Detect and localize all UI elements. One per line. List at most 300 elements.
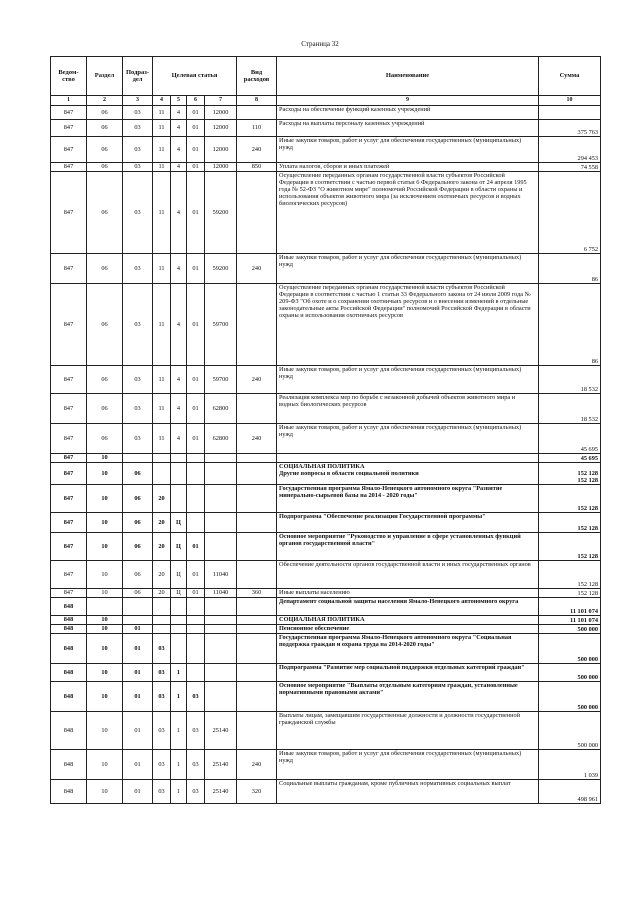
- cell-podrazdel: 06: [123, 561, 153, 589]
- cell-sum: 45 695: [539, 424, 601, 454]
- cell-t2: 1: [171, 682, 187, 712]
- cell-t4: 12000: [205, 120, 237, 137]
- cell-name: Государственная программа Ямало-Ненецкого автономного округа "Социальная поддержка граждан и охрана труда на 2014-2020 годы": [277, 634, 539, 664]
- cell-sum: 500 000: [539, 664, 601, 682]
- col-number: 9: [277, 96, 539, 106]
- cell-t2: Ц: [171, 589, 187, 598]
- cell-t4: [205, 664, 237, 682]
- cell-t4: 12000: [205, 106, 237, 120]
- cell-t1: 11: [153, 366, 171, 394]
- cell-razdel: 10: [87, 485, 123, 513]
- cell-t2: Ц: [171, 513, 187, 533]
- cell-vid: [237, 682, 277, 712]
- cell-t1: 11: [153, 137, 171, 163]
- cell-podrazdel: 01: [123, 634, 153, 664]
- table-row: [51, 780, 601, 804]
- cell-ved: 848: [51, 625, 87, 634]
- cell-t3: [187, 513, 205, 533]
- cell-t1: 20: [153, 485, 171, 513]
- cell-ved: 847: [51, 137, 87, 163]
- cell-t4: 12000: [205, 163, 237, 172]
- cell-podrazdel: 06: [123, 513, 153, 533]
- cell-t1: 03: [153, 664, 171, 682]
- cell-razdel: 10: [87, 634, 123, 664]
- table-row: [51, 454, 601, 463]
- cell-t4: 25140: [205, 712, 237, 750]
- cell-t2: 1: [171, 712, 187, 750]
- cell-podrazdel: 03: [123, 163, 153, 172]
- table-row: [51, 712, 601, 750]
- cell-ved: 847: [51, 163, 87, 172]
- table-row: [51, 394, 601, 424]
- cell-t4: 59700: [205, 366, 237, 394]
- cell-name: Осуществление переданных органам государственной власти субъектов Российской Федерации в соответствии с частью 1 статьи 33 Федерального закона от 24 июля 2009 года № 209-ФЗ "Об охоте и о сохранении охотничьих ресурсов и о внесении изменений в отдельные законодательные акты Российской Федерации" полномочий Российской Федерации в области охраны и использования охотничьих ресурсов: [277, 284, 539, 366]
- cell-podrazdel: [123, 454, 153, 463]
- cell-vid: [237, 463, 277, 485]
- cell-razdel: 10: [87, 561, 123, 589]
- cell-razdel: 06: [87, 137, 123, 163]
- cell-podrazdel: [123, 598, 153, 616]
- cell-t4: [205, 454, 237, 463]
- cell-t2: 4: [171, 172, 187, 254]
- cell-name: Государственная программа Ямало-Ненецкого автономного округа "Развитие минерально-сырьевой базы на 2014 - 2020 годы": [277, 485, 539, 513]
- table-row: [51, 513, 601, 533]
- cell-podrazdel: 03: [123, 394, 153, 424]
- cell-vid: [237, 712, 277, 750]
- cell-vid: 110: [237, 120, 277, 137]
- cell-vid: [237, 172, 277, 254]
- cell-t1: 03: [153, 682, 171, 712]
- cell-vid: 850: [237, 163, 277, 172]
- table-row: [51, 682, 601, 712]
- table-row: [51, 625, 601, 634]
- cell-vid: [237, 664, 277, 682]
- cell-ved: 847: [51, 106, 87, 120]
- cell-sum: 152 128: [539, 561, 601, 589]
- cell-name: Подпрограмма "Развитие мер социальной поддержки отдельных категорий граждан": [277, 664, 539, 682]
- cell-razdel: 06: [87, 254, 123, 284]
- cell-name: Расходы на выплаты персоналу казенных учреждений: [277, 120, 539, 137]
- table-body: [51, 106, 601, 804]
- cell-ved: 848: [51, 682, 87, 712]
- cell-t4: 59200: [205, 172, 237, 254]
- cell-t2: 4: [171, 254, 187, 284]
- cell-t2: 1: [171, 750, 187, 780]
- cell-t1: 20: [153, 589, 171, 598]
- cell-name: Иные закупки товаров, работ и услуг для обеспечения государственных (муниципальных) нужд: [277, 137, 539, 163]
- cell-razdel: 10: [87, 664, 123, 682]
- cell-t4: 11040: [205, 561, 237, 589]
- cell-t1: 03: [153, 712, 171, 750]
- col-number: 5: [171, 96, 187, 106]
- cell-sum: [539, 106, 601, 120]
- cell-razdel: 06: [87, 366, 123, 394]
- cell-t1: 20: [153, 561, 171, 589]
- cell-t4: 25140: [205, 750, 237, 780]
- cell-vid: [237, 106, 277, 120]
- header-name: Наименование: [277, 57, 539, 96]
- cell-name: [277, 454, 539, 463]
- cell-name: Иные закупки товаров, работ и услуг для обеспечения государственных (муниципальных) нужд: [277, 254, 539, 284]
- table-row: [51, 463, 601, 485]
- cell-t2: [171, 634, 187, 664]
- cell-razdel: 10: [87, 454, 123, 463]
- cell-t3: [187, 664, 205, 682]
- cell-sum: 86: [539, 284, 601, 366]
- col-number: 8: [237, 96, 277, 106]
- cell-podrazdel: [123, 616, 153, 625]
- cell-vid: [237, 561, 277, 589]
- cell-vid: [237, 513, 277, 533]
- cell-sum: 45 695: [539, 454, 601, 463]
- col-number: 10: [539, 96, 601, 106]
- cell-podrazdel: 01: [123, 780, 153, 804]
- cell-sum: 74 558: [539, 163, 601, 172]
- cell-t2: 4: [171, 120, 187, 137]
- cell-ved: 848: [51, 780, 87, 804]
- col-number: 2: [87, 96, 123, 106]
- col-number: 4: [153, 96, 171, 106]
- cell-ved: 848: [51, 712, 87, 750]
- cell-razdel: 06: [87, 424, 123, 454]
- table-row: [51, 163, 601, 172]
- cell-t3: 01: [187, 172, 205, 254]
- cell-razdel: 10: [87, 750, 123, 780]
- table-row: [51, 598, 601, 616]
- cell-t3: 03: [187, 780, 205, 804]
- cell-t3: 03: [187, 712, 205, 750]
- cell-name: Подпрограмма "Обеспечение реализации Государственной программы": [277, 513, 539, 533]
- cell-podrazdel: 03: [123, 284, 153, 366]
- cell-vid: [237, 533, 277, 561]
- cell-t3: [187, 625, 205, 634]
- cell-sum: 152 128 152 128: [539, 463, 601, 485]
- cell-name: СОЦИАЛЬНАЯ ПОЛИТИКА Другие вопросы в области социальной политики: [277, 463, 539, 485]
- cell-t3: 01: [187, 106, 205, 120]
- cell-razdel: [87, 598, 123, 616]
- cell-t3: [187, 485, 205, 513]
- table-row: [51, 137, 601, 163]
- cell-t4: [205, 616, 237, 625]
- cell-sum: 6 752: [539, 172, 601, 254]
- cell-sum: 18 532: [539, 394, 601, 424]
- cell-podrazdel: 01: [123, 664, 153, 682]
- cell-t4: 59200: [205, 254, 237, 284]
- cell-name: Уплата налогов, сборов и иных платежей: [277, 163, 539, 172]
- table-row: [51, 561, 601, 589]
- cell-sum: 375 763: [539, 120, 601, 137]
- cell-razdel: 06: [87, 120, 123, 137]
- col-number: 3: [123, 96, 153, 106]
- cell-t4: 12000: [205, 137, 237, 163]
- table-row: [51, 424, 601, 454]
- header-sum: Сумма: [539, 57, 601, 96]
- table-row: [51, 254, 601, 284]
- table-row: [51, 120, 601, 137]
- cell-name: Пенсионное обеспечение: [277, 625, 539, 634]
- cell-vid: 240: [237, 366, 277, 394]
- cell-ved: 847: [51, 424, 87, 454]
- cell-podrazdel: 03: [123, 424, 153, 454]
- cell-name: СОЦИАЛЬНАЯ ПОЛИТИКА: [277, 616, 539, 625]
- cell-podrazdel: 03: [123, 137, 153, 163]
- budget-table: [50, 56, 601, 804]
- cell-ved: 848: [51, 616, 87, 625]
- cell-t3: [187, 454, 205, 463]
- cell-t3: [187, 634, 205, 664]
- table-row: [51, 106, 601, 120]
- cell-t3: 01: [187, 254, 205, 284]
- cell-t2: [171, 454, 187, 463]
- cell-t2: 4: [171, 424, 187, 454]
- cell-t1: 11: [153, 394, 171, 424]
- cell-t1: 11: [153, 254, 171, 284]
- table-row: [51, 750, 601, 780]
- header-vid: Вид расходов: [237, 57, 277, 96]
- cell-t3: 01: [187, 163, 205, 172]
- cell-sum: 11 101 074: [539, 616, 601, 625]
- cell-ved: 847: [51, 394, 87, 424]
- cell-sum: 11 101 074: [539, 598, 601, 616]
- cell-vid: [237, 454, 277, 463]
- cell-t3: 01: [187, 137, 205, 163]
- cell-sum: 152 128: [539, 533, 601, 561]
- cell-t1: 11: [153, 284, 171, 366]
- cell-t4: 11040: [205, 589, 237, 598]
- cell-ved: 848: [51, 750, 87, 780]
- cell-t3: 01: [187, 120, 205, 137]
- cell-sum: 1 039: [539, 750, 601, 780]
- cell-name: Основное мероприятие "Руководство и управление в сфере установленных функций органов государственной власти": [277, 533, 539, 561]
- cell-t3: 03: [187, 682, 205, 712]
- cell-podrazdel: 06: [123, 463, 153, 485]
- cell-t2: 1: [171, 780, 187, 804]
- cell-t4: [205, 598, 237, 616]
- col-number: 1: [51, 96, 87, 106]
- cell-sum: 500 000: [539, 634, 601, 664]
- cell-t4: 25140: [205, 780, 237, 804]
- cell-razdel: 10: [87, 682, 123, 712]
- cell-t3: 01: [187, 561, 205, 589]
- cell-razdel: 06: [87, 106, 123, 120]
- col-number: 6: [187, 96, 205, 106]
- cell-vid: [237, 485, 277, 513]
- cell-t1: 11: [153, 106, 171, 120]
- cell-podrazdel: 06: [123, 589, 153, 598]
- cell-ved: 848: [51, 634, 87, 664]
- cell-razdel: 06: [87, 284, 123, 366]
- cell-podrazdel: 06: [123, 533, 153, 561]
- cell-vid: [237, 616, 277, 625]
- cell-razdel: 10: [87, 616, 123, 625]
- cell-t3: 01: [187, 424, 205, 454]
- cell-razdel: 10: [87, 780, 123, 804]
- cell-podrazdel: 03: [123, 120, 153, 137]
- cell-razdel: 10: [87, 463, 123, 485]
- table-row: [51, 533, 601, 561]
- cell-ved: 847: [51, 533, 87, 561]
- cell-t3: 03: [187, 750, 205, 780]
- cell-ved: 847: [51, 485, 87, 513]
- cell-razdel: 10: [87, 589, 123, 598]
- cell-razdel: 10: [87, 712, 123, 750]
- table-row: [51, 366, 601, 394]
- table-row: [51, 634, 601, 664]
- cell-razdel: 10: [87, 625, 123, 634]
- cell-vid: 240: [237, 254, 277, 284]
- cell-t2: [171, 616, 187, 625]
- cell-podrazdel: 03: [123, 172, 153, 254]
- table-row: [51, 172, 601, 254]
- cell-vid: [237, 284, 277, 366]
- cell-podrazdel: 01: [123, 750, 153, 780]
- cell-sum: 152 128: [539, 485, 601, 513]
- cell-ved: 847: [51, 513, 87, 533]
- cell-sum: 152 128: [539, 589, 601, 598]
- cell-sum: 500 000: [539, 712, 601, 750]
- cell-t3: [187, 463, 205, 485]
- cell-podrazdel: 03: [123, 366, 153, 394]
- cell-ved: 847: [51, 463, 87, 485]
- cell-name: Иные выплаты населению: [277, 589, 539, 598]
- cell-t2: 4: [171, 106, 187, 120]
- cell-sum: 498 961: [539, 780, 601, 804]
- cell-sum: 500 000: [539, 625, 601, 634]
- cell-t1: [153, 625, 171, 634]
- cell-razdel: 06: [87, 394, 123, 424]
- cell-sum: 294 453: [539, 137, 601, 163]
- cell-t1: 20: [153, 513, 171, 533]
- cell-t1: 03: [153, 780, 171, 804]
- cell-ved: 848: [51, 664, 87, 682]
- cell-name: Социальные выплаты гражданам, кроме публичных нормативных социальных выплат: [277, 780, 539, 804]
- cell-sum: 500 000: [539, 682, 601, 712]
- cell-t4: 62800: [205, 424, 237, 454]
- header-ved: Ведом-ство: [51, 57, 87, 96]
- cell-vid: 240: [237, 137, 277, 163]
- table-row: [51, 589, 601, 598]
- cell-ved: 848: [51, 598, 87, 616]
- header-target: Целевая статья: [153, 57, 237, 96]
- cell-t1: [153, 454, 171, 463]
- cell-name: Основное мероприятие "Выплаты отдельным категориям граждан, установленные нормативными правовыми актами": [277, 682, 539, 712]
- cell-ved: 847: [51, 120, 87, 137]
- cell-t3: [187, 616, 205, 625]
- cell-name: Иные закупки товаров, работ и услуг для обеспечения государственных (муниципальных) нужд: [277, 424, 539, 454]
- cell-t4: [205, 634, 237, 664]
- cell-podrazdel: 01: [123, 712, 153, 750]
- cell-ved: 847: [51, 254, 87, 284]
- cell-t1: [153, 616, 171, 625]
- cell-vid: 360: [237, 589, 277, 598]
- cell-name: Обеспечение деятельности органов государственной власти и иных государственных органов: [277, 561, 539, 589]
- cell-t1: 11: [153, 163, 171, 172]
- cell-name: Департамент социальной защиты населения Ямало-Ненецкого автономного округа: [277, 598, 539, 616]
- cell-name: Иные закупки товаров, работ и услуг для обеспечения государственных (муниципальных) нужд: [277, 366, 539, 394]
- cell-vid: 320: [237, 780, 277, 804]
- cell-ved: 847: [51, 589, 87, 598]
- table-row: [51, 284, 601, 366]
- cell-razdel: 06: [87, 163, 123, 172]
- cell-t1: 03: [153, 634, 171, 664]
- cell-vid: 240: [237, 750, 277, 780]
- cell-vid: [237, 625, 277, 634]
- cell-ved: 847: [51, 172, 87, 254]
- cell-ved: 847: [51, 284, 87, 366]
- cell-name: Реализация комплекса мер по борьбе с незаконной добычей объектов животного мира и водных биологических ресурсов: [277, 394, 539, 424]
- cell-name: Осуществление переданных органам государственной власти субъектов Российской Федерации в соответствии с частью первой статьи 6 Федерального закона от 24 апреля 1995 года № 52-ФЗ "О животном мире" полномочий Российской Федерации в области охраны и использования объектов животного мира (за исключением охотничьих ресурсов и водных биологических ресурсов): [277, 172, 539, 254]
- cell-t2: 4: [171, 163, 187, 172]
- page-label: Страница 32: [301, 40, 339, 48]
- cell-ved: 847: [51, 366, 87, 394]
- cell-podrazdel: 01: [123, 682, 153, 712]
- cell-t3: 01: [187, 284, 205, 366]
- cell-t3: 01: [187, 533, 205, 561]
- cell-ved: 847: [51, 454, 87, 463]
- cell-t3: [187, 598, 205, 616]
- cell-t3: 01: [187, 589, 205, 598]
- cell-sum: 86: [539, 254, 601, 284]
- cell-t4: [205, 533, 237, 561]
- header-podrazdel: Подраз-дел: [123, 57, 153, 96]
- cell-t2: [171, 625, 187, 634]
- cell-t2: [171, 485, 187, 513]
- cell-t2: 4: [171, 284, 187, 366]
- cell-t1: [153, 463, 171, 485]
- cell-t4: [205, 513, 237, 533]
- cell-podrazdel: 03: [123, 254, 153, 284]
- cell-ved: 847: [51, 561, 87, 589]
- cell-t2: Ц: [171, 533, 187, 561]
- cell-name: Выплаты лицам, замещавшим государственные должности и должности государственной гражданской службы: [277, 712, 539, 750]
- table-row: [51, 664, 601, 682]
- cell-t2: 4: [171, 366, 187, 394]
- cell-t4: [205, 682, 237, 712]
- cell-t4: [205, 463, 237, 485]
- cell-vid: [237, 634, 277, 664]
- cell-t4: [205, 625, 237, 634]
- cell-name: Иные закупки товаров, работ и услуг для обеспечения государственных (муниципальных) нужд: [277, 750, 539, 780]
- cell-t1: 11: [153, 424, 171, 454]
- cell-t1: 20: [153, 533, 171, 561]
- cell-t2: 4: [171, 394, 187, 424]
- cell-t4: 59700: [205, 284, 237, 366]
- cell-razdel: 10: [87, 513, 123, 533]
- cell-t2: 1: [171, 664, 187, 682]
- cell-razdel: 10: [87, 533, 123, 561]
- cell-name: Расходы на обеспечение функций казенных учреждений: [277, 106, 539, 120]
- cell-sum: 152 128: [539, 513, 601, 533]
- cell-t4: [205, 485, 237, 513]
- cell-podrazdel: 03: [123, 106, 153, 120]
- table-row: [51, 616, 601, 625]
- cell-t1: 11: [153, 120, 171, 137]
- cell-vid: [237, 598, 277, 616]
- cell-vid: [237, 394, 277, 424]
- cell-t3: 01: [187, 394, 205, 424]
- cell-podrazdel: 06: [123, 485, 153, 513]
- cell-t3: 01: [187, 366, 205, 394]
- cell-sum: 18 532: [539, 366, 601, 394]
- header-razdel: Раздел: [87, 57, 123, 96]
- cell-podrazdel: 01: [123, 625, 153, 634]
- cell-t4: 62800: [205, 394, 237, 424]
- cell-t2: Ц: [171, 561, 187, 589]
- cell-t2: 4: [171, 137, 187, 163]
- cell-razdel: 06: [87, 172, 123, 254]
- cell-t2: [171, 598, 187, 616]
- table-row: [51, 485, 601, 513]
